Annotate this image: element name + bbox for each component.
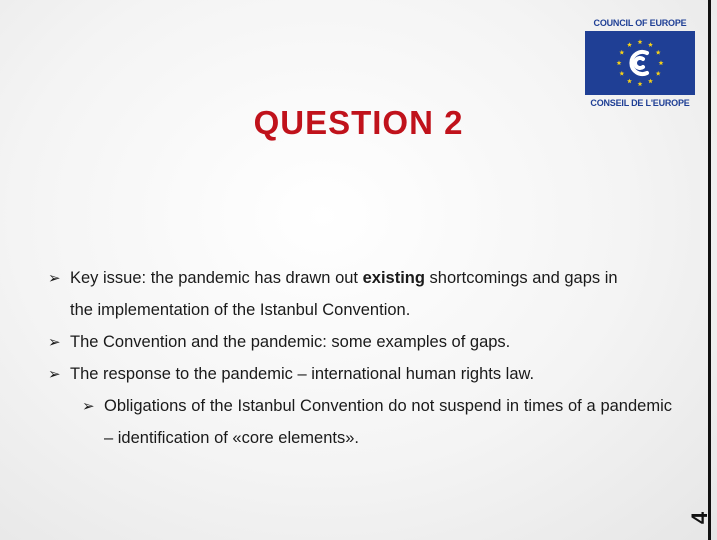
bullet-text-continued: the implementation of the Istanbul Convention. [70,301,411,319]
bullet-bold-text: existing [362,269,425,287]
bullet-text: shortcomings and gaps in [424,269,618,287]
bullet-text: Key issue: the pandemic has drawn out [70,269,363,287]
logo-bottom-text: CONSEIL DE L'EUROPE [590,98,690,108]
bullet-text: The Convention and the pandemic: some examples of gaps. [70,333,511,351]
right-edge-rule [708,0,711,540]
bullet-text: The response to the pandemic – international human rights law. [70,365,535,383]
arrow-bullet-icon: ➢ [48,365,61,383]
council-of-europe-emblem-icon [585,31,695,95]
bullet-list [48,262,673,454]
council-of-europe-logo [585,18,695,110]
bullet-item [48,358,673,390]
bullet-text: Obligations of the Istanbul Convention do not suspend in times of a pandemic – identification of «core elements». [104,397,672,447]
bullet-item [48,326,673,358]
arrow-bullet-icon: ➢ [48,269,61,287]
arrow-bullet-icon: ➢ [82,397,95,415]
arrow-bullet-icon: ➢ [48,333,61,351]
logo-top-text: COUNCIL OF EUROPE [593,18,687,28]
slide-title: QUESTION 2 [253,104,464,141]
bullet-item [48,262,673,326]
page-number: 4 [687,511,712,525]
sub-bullet-item [82,390,672,454]
